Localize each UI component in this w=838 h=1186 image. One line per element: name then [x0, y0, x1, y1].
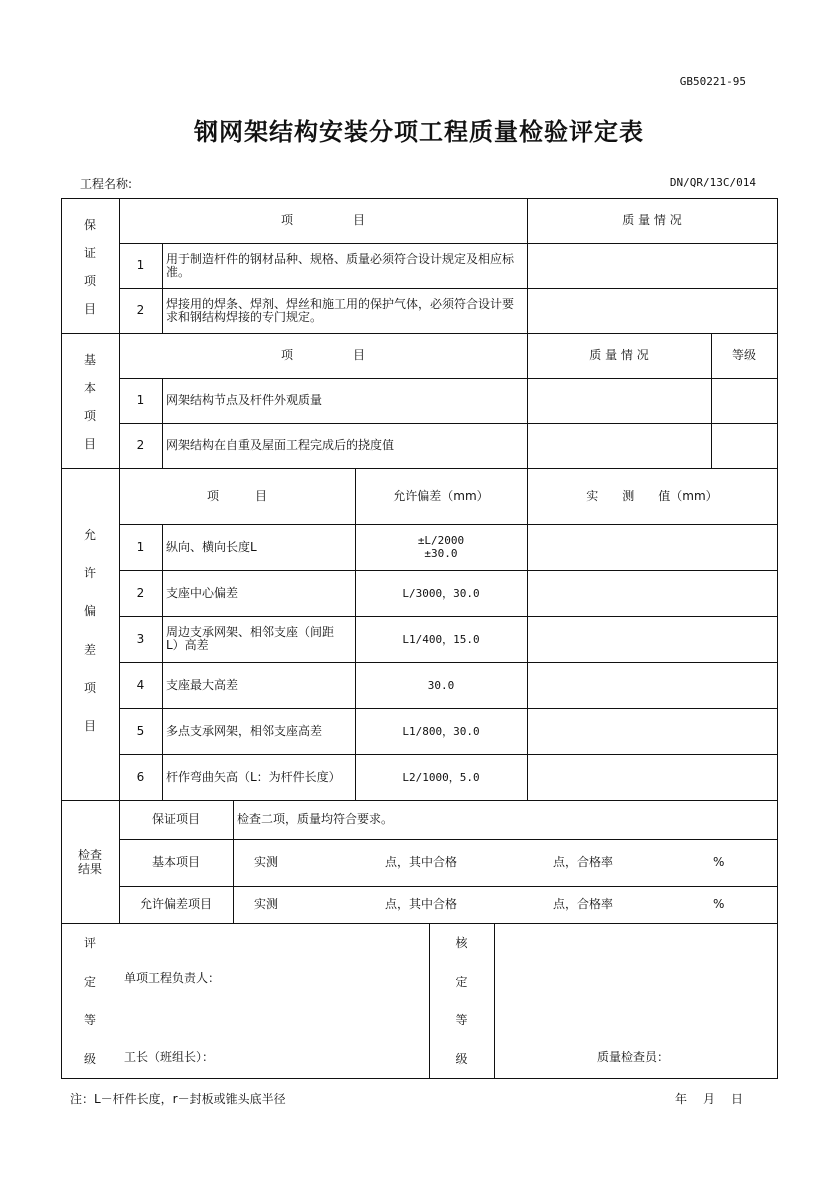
tolerance-measured-header: 实 测 值（mm） [586, 488, 718, 503]
form-code: DN/QR/13C/014 [669, 176, 756, 189]
tolerance-row-allow: L2/1000，5.0 [402, 770, 480, 784]
tolerance-row-allow: 30.0 [427, 678, 455, 692]
guarantee-item-header: 项 目 [280, 213, 365, 227]
responsible-person-label: 单项工程负责人： [124, 970, 221, 985]
day-label: 日 [731, 1092, 744, 1106]
inspection-section-label: 检查 结果 [77, 847, 102, 876]
tolerance-row-no: 3 [136, 631, 145, 646]
tolerance-row-text: 多点支承网架，相邻支座高差 [166, 723, 323, 738]
tolerance-row-no: 2 [136, 585, 145, 600]
tolerance-row-text: 支座最大高差 [166, 677, 239, 692]
basic-row-text: 网架结构在自重及屋面工程完成后的挠度值 [166, 438, 395, 452]
basic-row-no: 2 [136, 438, 145, 452]
tolerance-allow-header: 允许偏差（mm） [393, 488, 489, 503]
inspection-basic-rate: 点，合格率 [553, 855, 614, 869]
standard-code: GB50221-95 [679, 75, 746, 88]
year-label: 年 [675, 1092, 688, 1106]
footnote: 注：L－杆件长度，r－封板或锥头底半径 [70, 1092, 286, 1106]
tolerance-item-header: 项 目 [206, 488, 267, 503]
tolerance-row-no: 5 [136, 723, 145, 738]
date-fields [675, 1090, 759, 1107]
inspection-tolerance-rate: 点，合格率 [553, 897, 614, 911]
basic-row-text: 网架结构节点及杆件外观质量 [166, 393, 323, 407]
tolerance-row-text: 纵向、横向长度L [166, 539, 257, 554]
tolerance-row-text: 周边支承网架、相邻支座（间距L）高差 [166, 625, 335, 652]
tolerance-row-allow: L/3000，30.0 [402, 586, 480, 600]
project-name-label: 工程名称: [80, 177, 133, 191]
inspection-guarantee-label: 保证项目 [151, 812, 200, 826]
inspection-tolerance-pass: 点，其中合格 [385, 897, 458, 911]
quality-inspector-label: 质量检查员： [597, 1049, 670, 1064]
inspection-basic-label: 基本项目 [151, 855, 200, 869]
guarantee-section-label: 保 证 项 目 [83, 217, 96, 316]
basic-section-label: 基 本 项 目 [83, 352, 96, 451]
guarantee-row-no: 2 [136, 303, 145, 317]
inspection-tolerance-measured: 实测 [254, 897, 279, 911]
basic-quality-header: 质 量 情 况 [589, 348, 649, 362]
tolerance-section-label: 允 许 偏 差 项 目 [83, 527, 96, 734]
basic-item-header: 项 目 [280, 348, 365, 362]
page-title: 钢网架结构安装分项工程质量检验评定表 [194, 117, 644, 146]
tolerance-row-allow: L1/400，15.0 [402, 632, 480, 646]
inspection-tolerance-percent: % [713, 897, 725, 911]
foreman-label: 工长（班组长）： [124, 1049, 215, 1064]
tolerance-row-no: 1 [136, 539, 145, 554]
basic-row-no: 1 [136, 393, 145, 407]
inspection-basic-percent: % [713, 855, 725, 869]
inspection-tolerance-label: 允许偏差项目 [139, 897, 212, 911]
tolerance-row-no: 6 [136, 769, 145, 784]
inspection-guarantee-result: 检查二项，质量均符合要求。 [237, 812, 394, 826]
month-label: 月 [703, 1092, 716, 1106]
verification-grade-label: 核 定 等 级 [455, 935, 468, 1067]
guarantee-quality-header: 质 量 情 况 [622, 213, 682, 227]
tolerance-row-text: 杆作弯曲矢高（L：为杆件长度） [166, 769, 341, 784]
guarantee-row-no: 1 [136, 258, 145, 272]
basic-grade-header: 等级 [731, 348, 756, 362]
inspection-basic-measured: 实测 [254, 855, 279, 869]
tolerance-row-allow: L1/800，30.0 [402, 724, 480, 738]
tolerance-row-no: 4 [136, 677, 145, 692]
evaluation-grade-label: 评 定 等 级 [83, 935, 96, 1067]
guarantee-row-text: 焊接用的焊条、焊剂、焊丝和施工用的保护气体，必须符合设计要求和钢结构焊接的专门规定。 [166, 296, 515, 324]
guarantee-row-text: 用于制造杆件的钢材品种、规格、质量必须符合设计规定及相应标准。 [166, 251, 515, 279]
tolerance-row-text: 支座中心偏差 [166, 585, 239, 600]
tolerance-row-allow: ±L/2000 ±30.0 [417, 534, 465, 560]
inspection-basic-pass: 点，其中合格 [385, 855, 458, 869]
